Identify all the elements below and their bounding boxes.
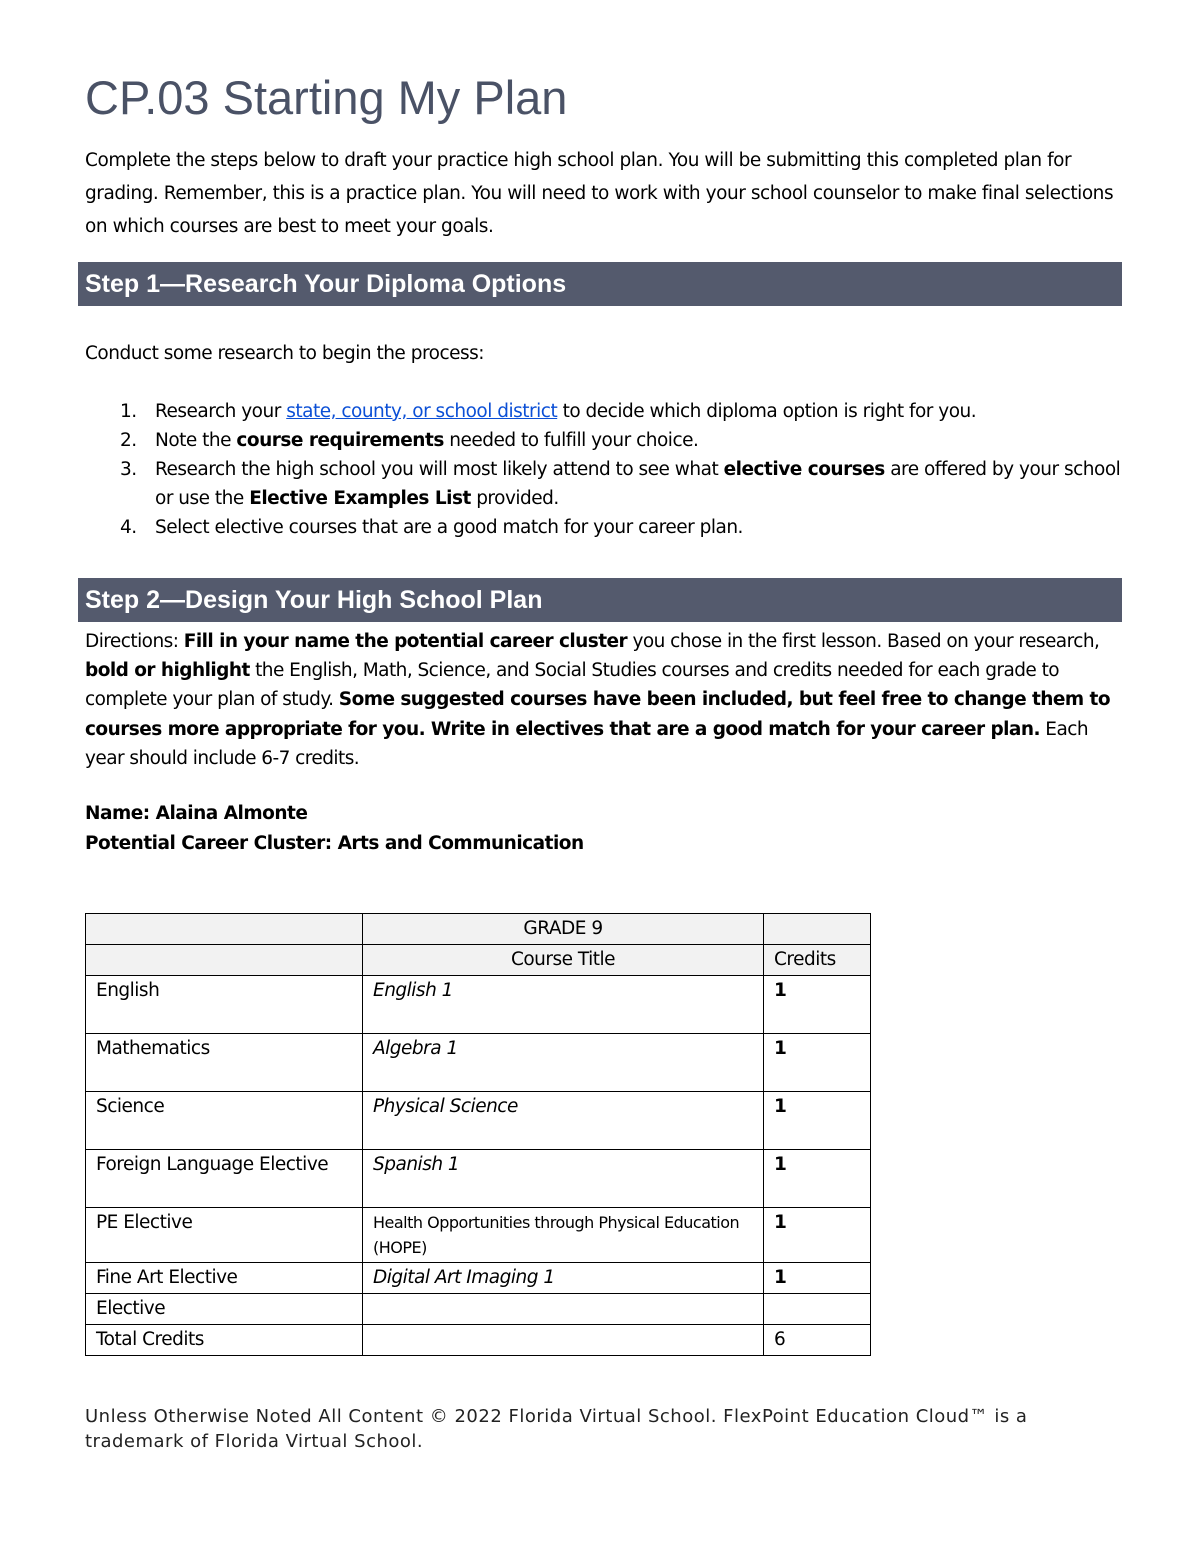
subject-cell: English (86, 976, 363, 1034)
table-row (86, 1263, 871, 1294)
credits-cell[interactable] (764, 1294, 871, 1325)
course-cell[interactable]: Physical Science (363, 1092, 764, 1150)
list-item (85, 397, 1125, 426)
list-number: 2. (120, 430, 137, 451)
grade-9-table (85, 913, 871, 1356)
table-cell-blank (86, 914, 363, 945)
credits-cell[interactable]: 1 (764, 1263, 871, 1294)
list-bold-text: course requirements (236, 430, 444, 451)
list-text: to decide which diploma option is right for you. (557, 401, 977, 422)
course-cell (363, 1325, 764, 1356)
list-item (85, 455, 1125, 513)
total-credits-cell[interactable]: 6 (764, 1325, 871, 1356)
table-row (86, 1325, 871, 1356)
list-text: Select elective courses that are a good match for your career plan. (155, 517, 743, 538)
subject-cell: Fine Art Elective (86, 1263, 363, 1294)
table-cell-blank (764, 914, 871, 945)
table-header-row (86, 945, 871, 976)
list-text: are offered by your school or use the (155, 459, 1121, 509)
directions-text: the English, Math, Science, and Social Studies courses and credits needed for each grade to complete your plan of study. (85, 660, 1060, 711)
credits-cell[interactable]: 1 (764, 1092, 871, 1150)
intro-paragraph: Complete the steps below to draft your practice high school plan. You will be submitting this completed plan for grading. Remember, this is a practice plan. You will need to work with your school counselor to make final selections on which courses are best to meet your goals. (85, 150, 1114, 237)
course-cell[interactable]: Digital Art Imaging 1 (363, 1263, 764, 1294)
step2-heading: Step 2—Design Your High School Plan (78, 578, 1122, 622)
table-header-row (86, 914, 871, 945)
student-name: Name: Alaina Almonte (85, 803, 308, 824)
directions-text: you chose in the first lesson. Based on your research, (627, 631, 1100, 652)
directions-bold-text: bold or highlight (85, 660, 250, 682)
directions-bold-text: Some suggested courses have been included, but feel free to change them to courses more appropriate for you. Write in electives that are a good match for your career plan. (85, 689, 1110, 740)
credits-cell[interactable]: 1 (764, 1208, 871, 1263)
credits-header: Credits (764, 945, 871, 976)
step1-heading: Step 1—Research Your Diploma Options (78, 262, 1122, 306)
list-item (85, 426, 1125, 455)
directions-text: Each year should include 6-7 credits. (85, 718, 1089, 769)
step1-list (85, 397, 1125, 542)
table-row (86, 1150, 871, 1208)
subject-cell: Total Credits (86, 1325, 363, 1356)
table-row (86, 1294, 871, 1325)
grade-label: GRADE 9 (363, 914, 764, 945)
career-cluster: Potential Career Cluster: Arts and Communication (85, 833, 584, 854)
credits-cell[interactable]: 1 (764, 976, 871, 1034)
list-number: 1. (120, 401, 137, 422)
list-bold-text: elective courses (723, 459, 885, 480)
table-row (86, 1092, 871, 1150)
credits-cell[interactable]: 1 (764, 1034, 871, 1092)
course-cell[interactable]: Algebra 1 (363, 1034, 764, 1092)
subject-cell: Foreign Language Elective (86, 1150, 363, 1208)
directions-bold-text: Fill in your name the potential career cluster (183, 631, 628, 652)
page-title: CP.03 Starting My Plan (85, 71, 568, 124)
course-cell[interactable]: Health Opportunities through Physical Education (HOPE) (363, 1208, 764, 1263)
copyright-footer: Unless Otherwise Noted All Content © 2022 Florida Virtual School. FlexPoint Education Cloud™ is a trademark of Florida Virtual School. (85, 1406, 1028, 1452)
list-text: Research your (155, 401, 287, 422)
table-row (86, 1208, 871, 1263)
course-cell[interactable] (363, 1294, 764, 1325)
list-text: provided. (470, 488, 559, 509)
step1-lead: Conduct some research to begin the process: (85, 343, 485, 364)
list-item (85, 513, 1125, 542)
credits-cell[interactable]: 1 (764, 1150, 871, 1208)
course-title-header: Course Title (363, 945, 764, 976)
directions-text: Directions: (85, 631, 184, 652)
course-cell[interactable]: English 1 (363, 976, 764, 1034)
table-cell-blank (86, 945, 363, 976)
district-link[interactable]: state, county, or school district (286, 401, 558, 422)
list-text: needed to fulfill your choice. (443, 430, 699, 451)
table-row (86, 1034, 871, 1092)
subject-cell: PE Elective (86, 1208, 363, 1263)
list-number: 4. (120, 517, 137, 538)
list-bold-text: Elective Examples List (249, 488, 471, 509)
subject-cell: Science (86, 1092, 363, 1150)
directions-paragraph (85, 627, 1130, 773)
list-number: 3. (120, 459, 137, 480)
list-text: Note the (155, 430, 237, 451)
subject-cell: Elective (86, 1294, 363, 1325)
subject-cell: Mathematics (86, 1034, 363, 1092)
list-text: Research the high school you will most likely attend to see what (155, 459, 724, 480)
table-row (86, 976, 871, 1034)
course-cell[interactable]: Spanish 1 (363, 1150, 764, 1208)
